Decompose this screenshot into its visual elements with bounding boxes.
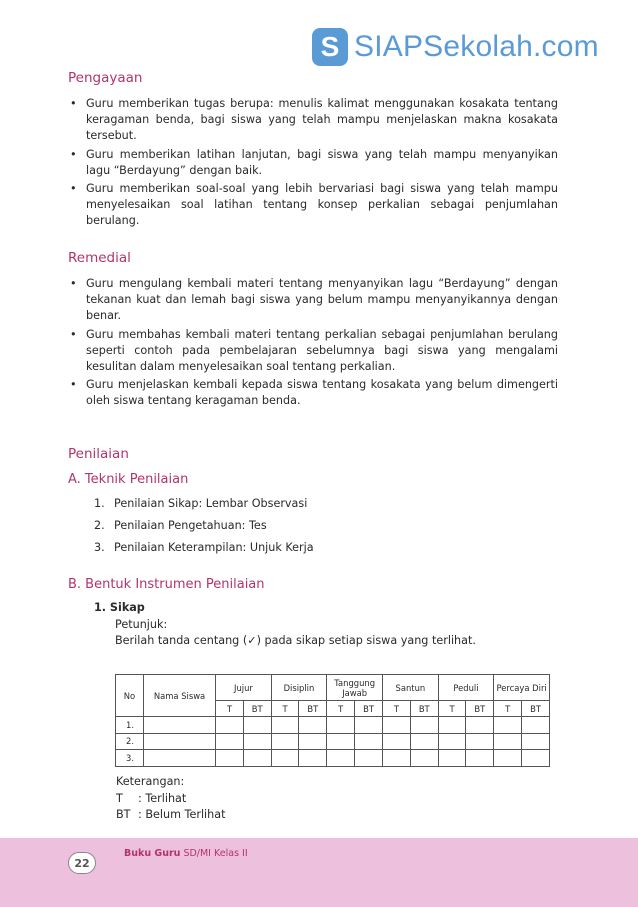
sub-header: BT <box>466 701 494 717</box>
row-number: 3. <box>116 750 144 767</box>
sikap-label: 1. Sikap <box>94 601 145 614</box>
sikap-table <box>115 674 550 767</box>
keterangan <box>116 774 226 824</box>
penilaian-section <box>68 446 558 650</box>
sub-header: T <box>327 701 355 717</box>
sub-header: BT <box>243 701 271 717</box>
sikap-block <box>94 600 558 650</box>
page-number: 22 <box>68 852 96 874</box>
remedial-title: Remedial <box>68 250 131 266</box>
footer-band <box>0 838 638 907</box>
sub-header: T <box>216 701 244 717</box>
keterangan-item: T : Terlihat <box>116 791 187 805</box>
sub-header: T <box>494 701 522 717</box>
pengayaan-title: Pengayaan <box>68 70 143 86</box>
list-item: 2. Penilaian Pengetahuan: Tes <box>94 519 267 532</box>
col-header: Tanggung Jawab <box>327 675 383 701</box>
table-row <box>116 717 550 734</box>
remedial-list <box>68 276 558 410</box>
list-item: • Guru mengulang kembali materi tentang menyanyikan lagu “Berdayung” dengan tekanan kuat dan lemah bagi siswa yang belum mampu menyanyikannya dengan benar. <box>68 276 558 325</box>
list-item: • Guru memberikan latihan lanjutan, bagi siswa yang telah mampu menyanyikan lagu “Berdayung” dengan baik. <box>68 147 558 179</box>
col-header: Santun <box>383 675 439 701</box>
keterangan-item: BT : Belum Terlihat <box>116 808 226 821</box>
sub-header: T <box>271 701 299 717</box>
petunjuk-text: Berilah tanda centang (✓) pada sikap setiap siswa yang terlihat. <box>115 634 476 647</box>
table-header-row <box>116 675 550 701</box>
list-item: • Guru memberikan soal-soal yang lebih bervariasi bagi siswa yang telah mampu menyelesaikan soal latihan tentang konsep perkalian sebagai penjumlahan berulang. <box>68 181 558 230</box>
teknik-list <box>94 493 558 559</box>
keterangan-title: Keterangan: <box>116 775 185 788</box>
list-item: • Guru menjelaskan kembali kepada siswa tentang kosakata yang belum dimengerti oleh siswa tentang keragaman benda. <box>68 377 558 409</box>
bentuk-title: B. Bentuk Instrumen Penilaian <box>68 577 265 592</box>
logo-text: SIAPSekolah.com <box>354 30 599 63</box>
sub-header: BT <box>522 701 550 717</box>
col-header: Percaya Diri <box>494 675 550 701</box>
list-item: 3. Penilaian Keterampilan: Unjuk Kerja <box>94 541 314 554</box>
table-row <box>116 750 550 767</box>
penilaian-title: Penilaian <box>68 446 129 462</box>
sub-header: T <box>383 701 411 717</box>
pengayaan-section <box>68 70 558 232</box>
col-header: No <box>116 675 144 717</box>
sub-header: BT <box>299 701 327 717</box>
pengayaan-list <box>68 96 558 230</box>
site-logo <box>312 28 599 66</box>
list-item: 1. Penilaian Sikap: Lembar Observasi <box>94 497 308 510</box>
remedial-section <box>68 250 558 412</box>
teknik-title: A. Teknik Penilaian <box>68 472 189 487</box>
logo-mark: S <box>312 28 348 66</box>
row-number: 1. <box>116 717 144 734</box>
col-header: Jujur <box>216 675 271 701</box>
petunjuk-label: Petunjuk: <box>115 617 168 631</box>
footer-book-title: Buku Guru SD/MI Kelas II <box>124 848 248 859</box>
sub-header: BT <box>410 701 438 717</box>
table-row <box>116 733 550 750</box>
list-item: • Guru membahas kembali materi tentang perkalian sebagai penjumlahan berulang seperti contoh pada pembelajaran sebelumnya bagi siswa yang mengalami kesulitan dalam menyelesaikan soal tentang perkalian. <box>68 327 558 376</box>
col-header: Disiplin <box>271 675 327 701</box>
sub-header: T <box>438 701 466 717</box>
sub-header: BT <box>355 701 383 717</box>
list-item: • Guru memberikan tugas berupa: menulis kalimat menggunakan kosakata tentang keragaman benda, bagi siswa yang telah mampu menjelaskan makna kosakata tersebut. <box>68 96 558 145</box>
col-header: Nama Siswa <box>143 675 215 717</box>
col-header: Peduli <box>438 675 494 701</box>
row-number: 2. <box>116 733 144 750</box>
